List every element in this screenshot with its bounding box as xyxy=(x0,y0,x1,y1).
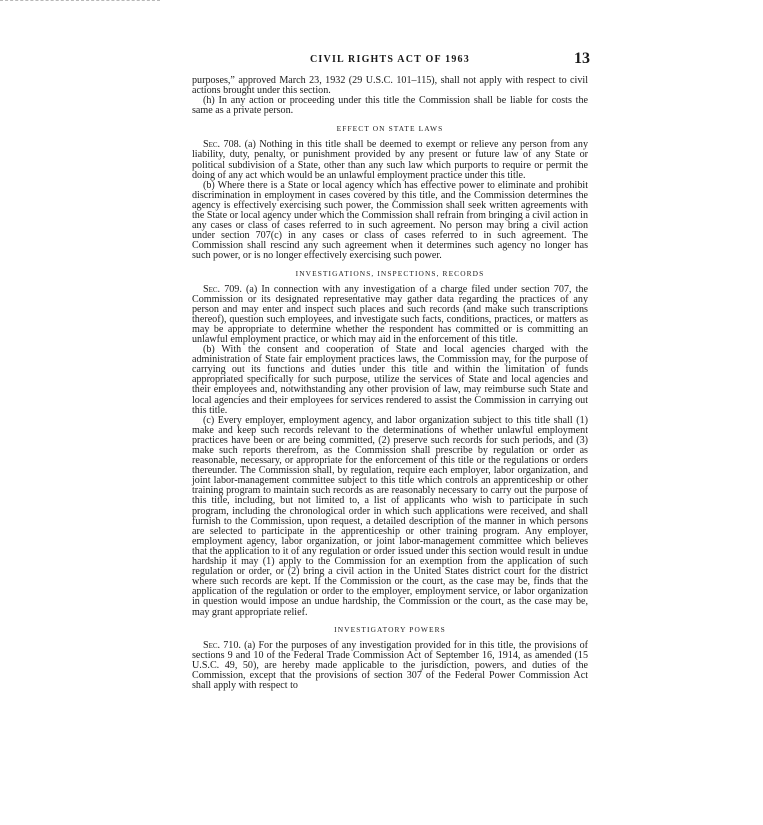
paragraph-sec708-a xyxy=(192,140,588,180)
paragraph-intro-continued: purposes,” approved March 23, 1932 (29 U.S.C. 101–115), shall not apply with respect to civil actions brought under this section. xyxy=(192,75,588,97)
paragraph-sec710-a xyxy=(192,641,588,691)
section-label-710: Sec. 710. xyxy=(203,639,241,651)
heading-investigations: INVESTIGATIONS, INSPECTIONS, RECORDS xyxy=(295,268,485,278)
scan-edge-dashes xyxy=(0,0,160,1)
paragraph-sec708-b: (b) Where there is a State or local agency which has effective power to eliminate and prohibit discrimination in employment in cases covered by this title, and the Commission determines the agency is effectively exercising such power, the Commission shall seek written agreements with the State or local agency under which the Commission shall refrain from bringing a civil action in any cases or class of cases referred to in such agreement. No person may bring a civil action under section 707(c) in any cases or class of cases referred to in such agreement. The Commission shall rescind any such agreement when it determines such agency no longer has such power, or is no longer effectively exercising such power. xyxy=(192,179,588,262)
sec708-a-text: (a) Nothing in this title shall be deemed to exempt or relieve any person from any liability, duty, penalty, or punishment provided by any present or future law of any State or political subdivision of a State, other than any such law which purports to require or permit the doing of any act which would be an unlawful employment practice under this title. xyxy=(192,139,588,181)
sec709-a-text: (a) In connection with any investigation of a charge filed under section 707, the Commission or its designated representative may gather data regarding the practices of any person and may enter and inspect such places and such records (and make such transcriptions thereof), question such employees, and investigate such facts, conditions, practices, or matters as may be appropriate to determine whether the respondent has committed or is committing an unlawful employment practice, or which may aid in the enforcement of this title. xyxy=(192,283,588,345)
paragraph-sec709-b: (b) With the consent and cooperation of State and local agencies charged with the administration of State fair employment practices laws, the Commission may, for the purpose of carrying out its functions and duties under this title and within the limitation of funds appropriated specifically for such purpose, utilize the services of State and local agencies and their employees and, notwithstanding any other provision of law, may reimburse such State and local agencies and their employees for services rendered to assist the Commission in carrying out this title. xyxy=(192,344,588,416)
paragraph-h-costs: (h) In any action or proceeding under this title the Commission shall be liable for costs the same as a private person. xyxy=(192,95,588,117)
page-number: 13 xyxy=(574,50,590,67)
running-header xyxy=(192,50,590,76)
heading-investigatory-powers: INVESTIGATORY POWERS xyxy=(334,624,446,634)
heading-effect-on-state-laws: EFFECT ON STATE LAWS xyxy=(336,124,444,134)
section-label-709: Sec. 709. xyxy=(203,283,242,295)
running-title: CIVIL RIGHTS ACT OF 1963 xyxy=(310,54,470,65)
paragraph-sec709-c: (c) Every employer, employment agency, and labor organization subject to this title shall (1) make and keep such records relevant to the determinations of whether unlawful employment practices have been or are being committed, (2) preserve such records for such periods, and (3) make such reports therefrom, as the Commission shall prescribe by regulation or order as reasonable, necessary, or appropriate for the enforcement of this title or the regulations or orders thereunder. The Commission shall, by regulation, require each employer, labor organization, and joint labor-management committee subject to this title which controls an apprenticeship or other training program to maintain such records as are reasonably necessary to carry out the purpose of this title, including, but not limited to, a list of applicants who wish to participate in such program, including the chronological order in which such applications were received, and shall furnish to the Commission, upon request, a detailed description of the manner in which persons are selected to participate in the apprenticeship or other training program. Any employer, employment agency, labor organization, or joint labor-management committee which believes that the application to it of any regulation or order issued under this section would result in undue hardship it may (1) apply to the Commission for an exemption from the application of such regulation or order, or (2) bring a civil action in the United States district court for the district where such records are kept. If the Commission or the court, as the case may be, finds that the application of the regulation or order to the employer, employment service, or labor organization in question would impose an undue hardship, the Commission or the court, as the case may be, may grant appropriate relief. xyxy=(192,414,588,618)
paragraph-sec709-a xyxy=(192,285,588,346)
section-label-708: Sec. 708. xyxy=(203,139,242,151)
document-page xyxy=(192,50,590,691)
sec710-a-text: (a) For the purposes of any investigation provided for in this title, the provisions of sections 9 and 10 of the Federal Trade Commission Act of September 16, 1914, as amended (15 U.S.C. 49, 50), are hereby made applicable to the jurisdiction, powers, and duties of the Commission, except that the provisions of section 307 of the Federal Power Commission Act shall apply with respect to xyxy=(192,639,588,691)
